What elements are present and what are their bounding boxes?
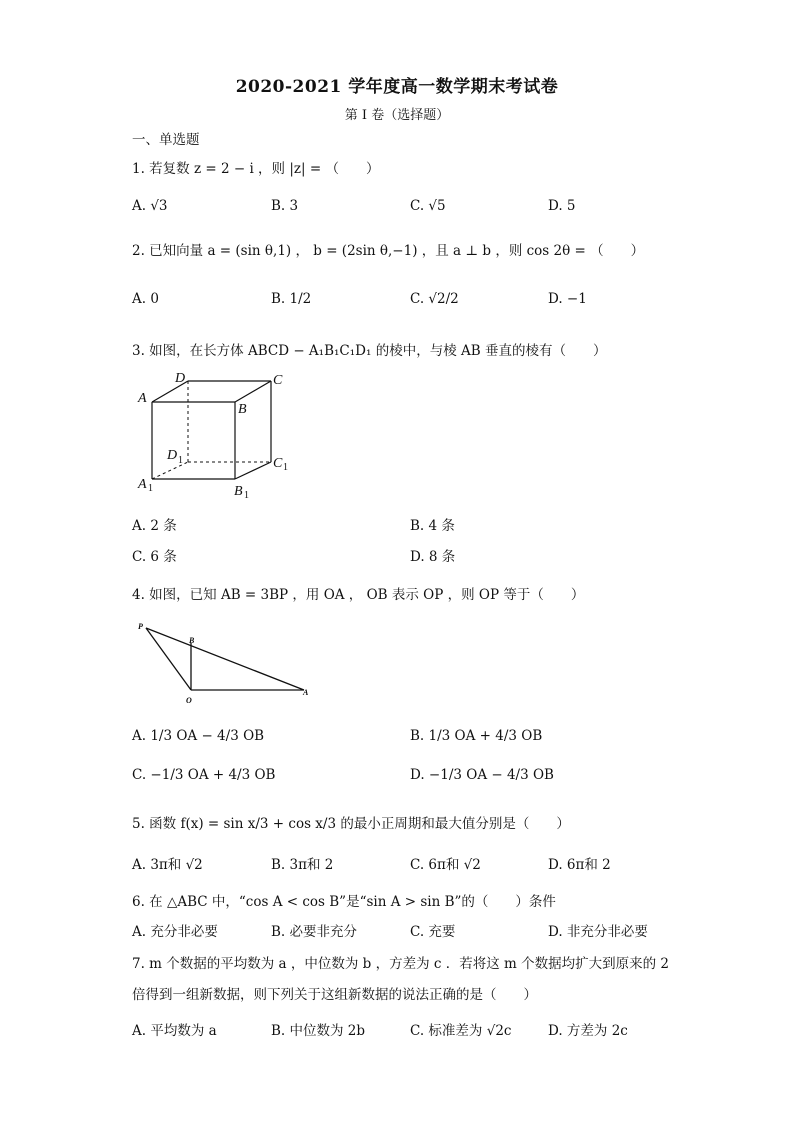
cuboid-figure [132,362,312,502]
q7-option-d: D. 方差为 2c [548,1023,628,1039]
q3-option-a: A. 2 条 [132,518,177,534]
label-b: B [189,636,195,645]
label-d1: D [167,448,178,463]
question-6-stem: 6. 在 △ABC 中，“cos A < cos B”是“sin A > sin B”的（ ）条件 [132,894,556,910]
q3-option-c: C. 6 条 [132,549,177,565]
q4-option-a: A. 1/3 OA − 4/3 OB [132,728,265,744]
question-3-stem: 3. 如图，在长方体 ABCD − A₁B₁C₁D₁ 的棱中，与棱 AB 垂直的棱有（ ） [132,343,607,359]
label-a: A [303,688,309,697]
question-2-stem: 2. 已知向量 a = (sin θ,1) ， b = (2sin θ,−1) ，且 a ⊥ b ，则 cos 2θ = （ ） [132,243,645,259]
label-a1-sub: 1 [148,483,153,494]
question-1-stem: 1. 若复数 z = 2 − i ，则 |z| = （ ） [132,161,380,177]
q7-option-c: C. 标准差为 √2c [410,1023,512,1039]
label-p: P [138,622,143,631]
section-heading: 一、单选题 [132,132,200,148]
q2-option-c: C. √2/2 [410,291,459,307]
triangle-figure [132,618,317,708]
q5-option-d: D. 6π和 2 [548,857,611,873]
label-d: D [175,371,186,386]
q6-option-b: B. 必要非充分 [271,924,358,940]
q5-option-a: A. 3π和 √2 [132,857,203,873]
q2-option-d: D. −1 [548,291,587,307]
q5-option-b: B. 3π和 2 [271,857,334,873]
label-a1: A [138,477,147,492]
label-d1-sub: 1 [178,455,183,466]
edge-bc [235,381,271,402]
page-subtitle: 第 I 卷（选择题） [344,108,450,123]
segment-pa [146,628,304,690]
q4-option-b: B. 1/3 OA + 4/3 OB [410,728,543,744]
page-title: 2020-2021 学年度高一数学期末考试卷 [235,77,559,97]
q4-option-d: D. −1/3 OA − 4/3 OB [410,767,554,783]
q4-option-c: C. −1/3 OA + 4/3 OB [132,767,276,783]
q6-option-c: C. 充要 [410,924,456,940]
question-4-stem: 4. 如图，已知 AB = 3BP ，用 OA ， OB 表示 OP ，则 OP 等于（ ） [132,587,585,603]
question-5-stem: 5. 函数 f(x) = sin x/3 + cos x/3 的最小正周期和最大值分别是（ ） [132,816,570,832]
q2-option-b: B. 1/2 [271,291,312,307]
q7-option-b: B. 中位数为 2b [271,1023,366,1039]
label-a: A [138,391,147,406]
label-o: O [186,696,192,705]
q3-option-d: D. 8 条 [410,549,456,565]
label-b1: B [234,484,243,499]
question-7-stem-line2: 倍得到一组新数据，则下列关于这组新数据的说法正确的是（ ） [132,987,537,1003]
q1-option-a: A. √3 [132,198,168,214]
q7-option-a: A. 平均数为 a [132,1023,217,1039]
label-c: C [273,373,283,388]
q1-option-b: B. 3 [271,198,299,214]
q6-option-a: A. 充分非必要 [132,924,218,940]
question-7-stem-line1: 7. m 个数据的平均数为 a ，中位数为 b ，方差为 c ．若将这 m 个数据均扩大到原来的 2 [132,956,670,972]
label-c1: C [273,456,283,471]
label-b: B [238,402,247,417]
q3-option-b: B. 4 条 [410,518,455,534]
label-c1-sub: 1 [283,462,288,473]
q6-option-d: D. 非充分非必要 [548,924,648,940]
q1-option-d: D. 5 [548,198,576,214]
q2-option-a: A. 0 [132,291,159,307]
edge-b1c1 [235,462,271,479]
label-b1-sub: 1 [244,490,249,501]
q5-option-c: C. 6π和 √2 [410,857,481,873]
q1-option-c: C. √5 [410,198,446,214]
